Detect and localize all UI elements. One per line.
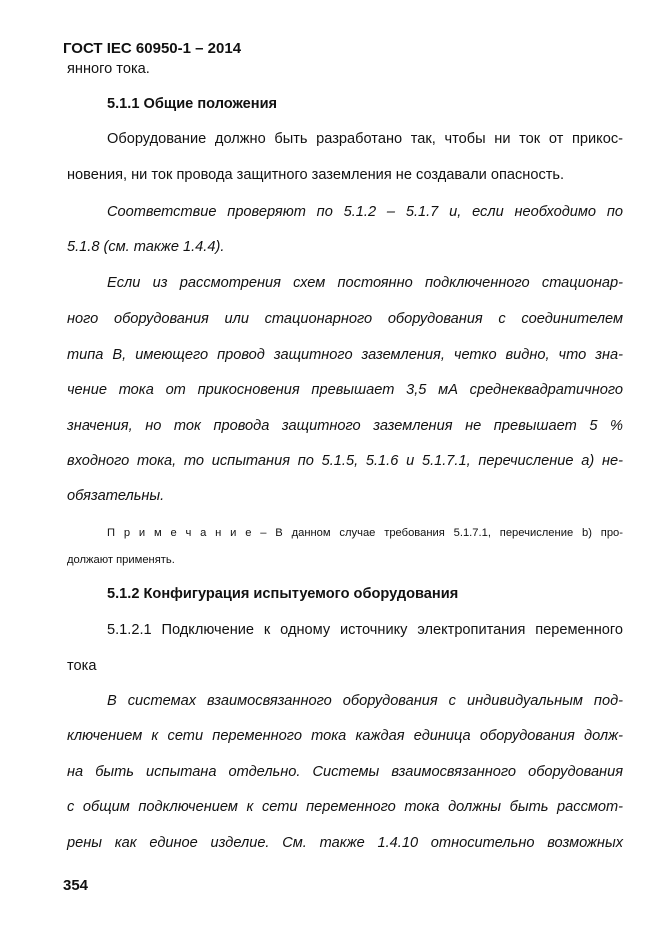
italic-paragraph-line: рены как единое изделие. См. также 1.4.10 относительно возможных bbox=[67, 835, 623, 851]
italic-paragraph-line: ного оборудования или стационарного оборудования с соединителем bbox=[67, 311, 623, 327]
section-heading: 5.1.1 Общие положения bbox=[107, 96, 278, 112]
italic-paragraph-line: ключением к сети переменного тока каждая единица оборудования долж- bbox=[67, 728, 623, 744]
page-number: 354 bbox=[63, 877, 89, 894]
italic-paragraph-line: на быть испытана отдельно. Системы взаимосвязанного оборудования bbox=[67, 764, 623, 780]
italic-paragraph-line: чение тока от прикосновения превышает 3,5 мА среднеквадратичного bbox=[67, 382, 623, 398]
subsection-heading: тока bbox=[67, 658, 97, 674]
italic-paragraph-line: с общим подключением к сети переменного тока должны быть рассмот- bbox=[67, 799, 623, 815]
note-line: П р и м е ч а н и е – В данном случае требования 5.1.7.1, перечисление b) про- bbox=[107, 527, 623, 539]
text-line: янного тока. bbox=[67, 61, 150, 77]
section-heading: 5.1.2 Конфигурация испытуемого оборудования bbox=[107, 586, 459, 602]
note-line: должают применять. bbox=[67, 554, 175, 566]
italic-paragraph-line: входного тока, то испытания по 5.1.5, 5.1.6 и 5.1.7.1, перечисление а) не- bbox=[67, 453, 623, 469]
paragraph-line: новения, ни ток провода защитного заземления не создавали опасность. bbox=[67, 167, 565, 183]
paragraph-line: Оборудование должно быть разработано так, чтобы ни ток от прикос- bbox=[107, 131, 623, 147]
italic-paragraph-line: обязательны. bbox=[67, 488, 165, 504]
italic-paragraph-line: типа В, имеющего провод защитного заземления, четко видно, что зна- bbox=[67, 347, 623, 363]
compliance-line: Соответствие проверяют по 5.1.2 – 5.1.7 и, если необходимо по bbox=[107, 204, 623, 220]
italic-paragraph-line: Если из рассмотрения схем постоянно подключенного стационар- bbox=[107, 275, 623, 291]
italic-paragraph-line: значения, но ток провода защитного заземления не превышает 5 % bbox=[67, 418, 623, 434]
subsection-heading: 5.1.2.1 Подключение к одному источнику электропитания переменного bbox=[107, 622, 623, 638]
italic-paragraph-line: В системах взаимосвязанного оборудования с индивидуальным под- bbox=[107, 693, 623, 709]
document-header: ГОСТ IEC 60950-1 – 2014 bbox=[63, 40, 242, 57]
compliance-line: 5.1.8 (см. также 1.4.4). bbox=[67, 239, 225, 255]
